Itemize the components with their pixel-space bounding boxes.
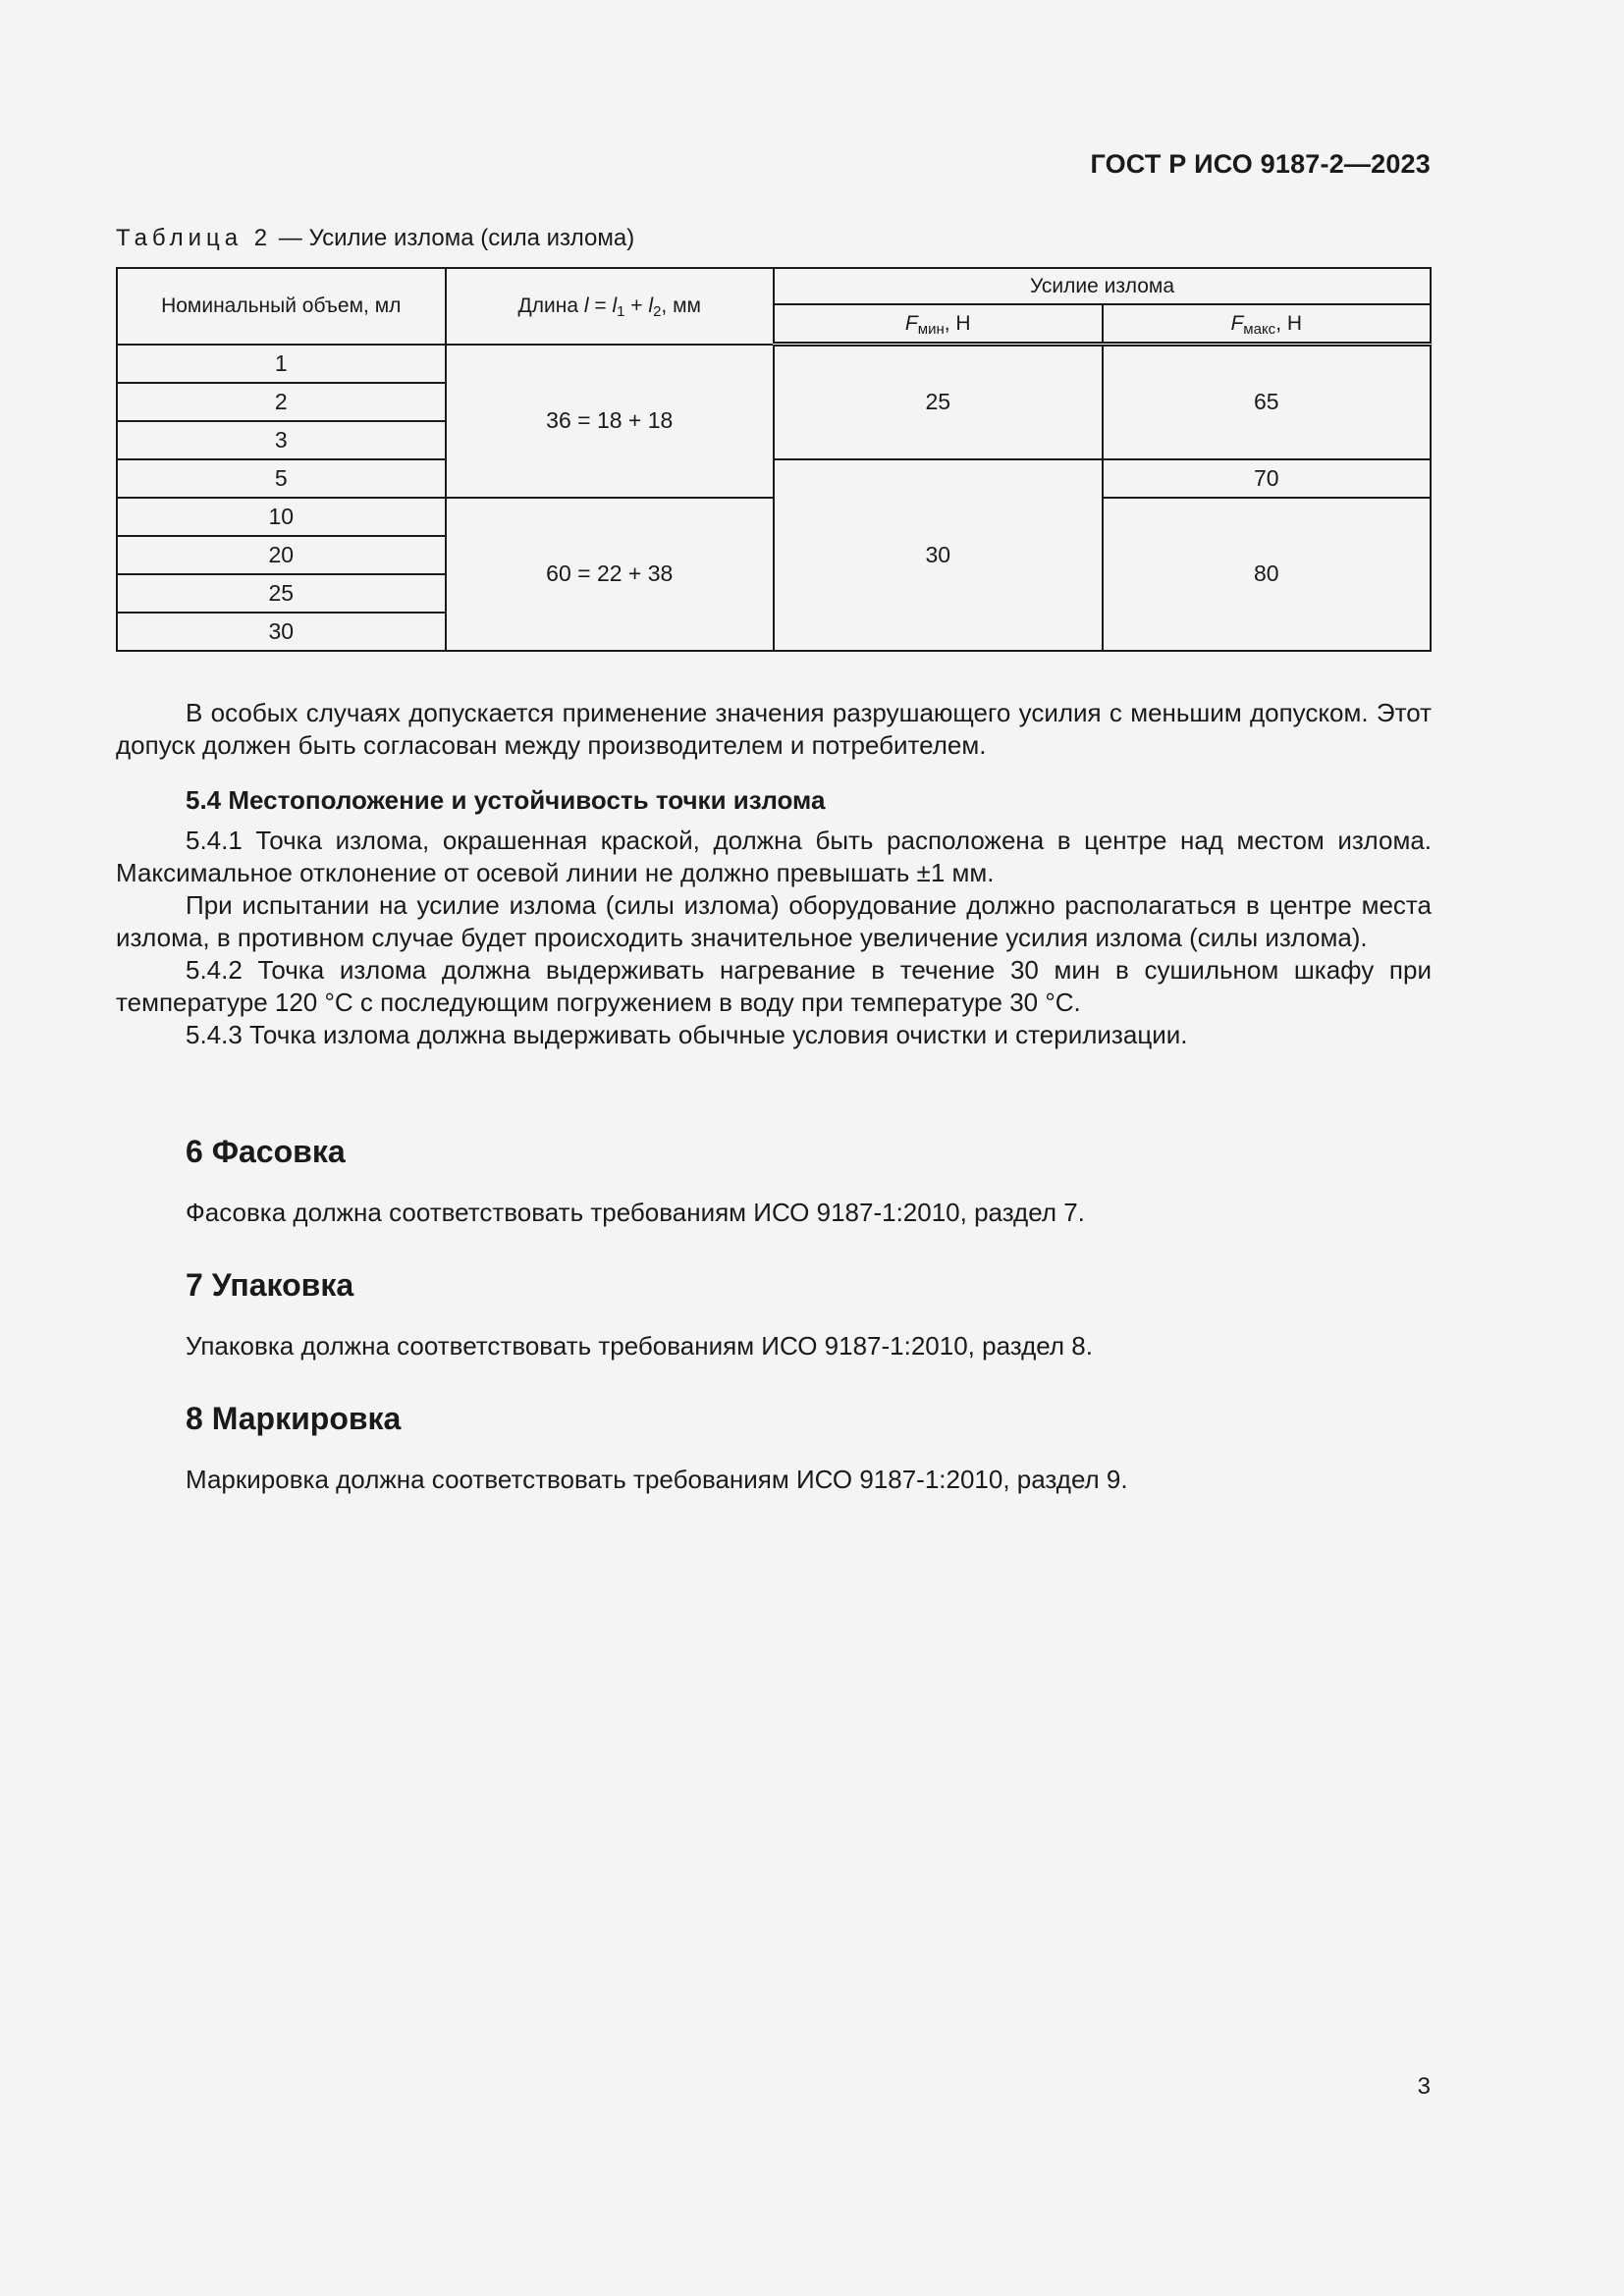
header-fmin: $F_{мин}$, Н bbox=[774, 304, 1103, 345]
section-8-heading: 8 Маркировка bbox=[186, 1401, 402, 1436]
fmax-cell: 80 bbox=[1103, 498, 1432, 651]
paragraph-5-4-2: 5.4.2 Точка излома должна выдерживать нагревание в течение 30 мин в сушильном шкафу при температуре 120 °С с последующим погружением в воду при температуре 30 °С. bbox=[116, 955, 1432, 1017]
volume-cell: 20 bbox=[117, 536, 446, 574]
volume-cell: 10 bbox=[117, 498, 446, 536]
paragraph-5-4-3: 5.4.3 Точка излома должна выдерживать обычные условия очистки и стерилизации. bbox=[186, 1020, 1188, 1049]
section-8-text: Маркировка должна соответствовать требованиям ИСО 9187-1:2010, раздел 9. bbox=[186, 1465, 1128, 1494]
header-fmax: $F_{макс}$, Н bbox=[1103, 304, 1432, 345]
table-caption-label: Таблица 2 bbox=[116, 225, 273, 251]
document-code: ГОСТ Р ИСО 9187-2—2023 bbox=[1090, 149, 1431, 179]
length-cell: 36 = 18 + 18 bbox=[446, 345, 775, 498]
section-6-heading: 6 Фасовка bbox=[186, 1134, 346, 1169]
subsection-5-4-heading: 5.4 Местоположение и устойчивость точки излома bbox=[186, 785, 826, 815]
section-5-body bbox=[116, 697, 1432, 1051]
section-6-text: Фасовка должна соответствовать требованиям ИСО 9187-1:2010, раздел 7. bbox=[186, 1198, 1085, 1227]
volume-cell: 30 bbox=[117, 613, 446, 651]
section-7-text: Упаковка должна соответствовать требованиям ИСО 9187-1:2010, раздел 8. bbox=[186, 1331, 1093, 1361]
header-length: Длина $l = l_1 + l_2$, мм bbox=[446, 268, 775, 345]
fmin-cell: 25 bbox=[774, 345, 1103, 459]
volume-cell: 3 bbox=[117, 421, 446, 459]
length-cell: 60 = 22 + 38 bbox=[446, 498, 775, 651]
volume-cell: 1 bbox=[117, 345, 446, 383]
section-7-heading: 7 Упаковка bbox=[186, 1267, 354, 1303]
fmax-cell: 70 bbox=[1103, 459, 1432, 498]
volume-cell: 25 bbox=[117, 574, 446, 613]
fmin-cell: 30 bbox=[774, 459, 1103, 651]
table-caption bbox=[116, 225, 634, 252]
break-force-table bbox=[116, 267, 1432, 652]
volume-cell: 2 bbox=[117, 383, 446, 421]
table-caption-title: — Усилие излома (сила излома) bbox=[278, 225, 635, 251]
paragraph-5-4-1: 5.4.1 Точка излома, окрашенная краской, должна быть расположена в центре над местом излома. Максимальное отклонение от осевой линии не должно превышать ±1 мм. bbox=[116, 826, 1432, 887]
fmax-cell: 65 bbox=[1103, 345, 1432, 459]
header-nominal-volume: Номинальный объем, мл bbox=[117, 268, 446, 345]
paragraph-special-cases: В особых случаях допускается применение значения разрушающего усилия с меньшим допуском. Этот допуск должен быть согласован между производителем и потребителем. bbox=[116, 698, 1432, 760]
page-number: 3 bbox=[1417, 2073, 1431, 2100]
volume-cell: 5 bbox=[117, 459, 446, 498]
header-break-force: Усилие излома bbox=[774, 268, 1431, 304]
paragraph-5-4-1-b: При испытании на усилие излома (силы излома) оборудование должно располагаться в центре места излома, в противном случае будет происходить значительное увеличение усилия излома (силы излома). bbox=[116, 890, 1432, 952]
